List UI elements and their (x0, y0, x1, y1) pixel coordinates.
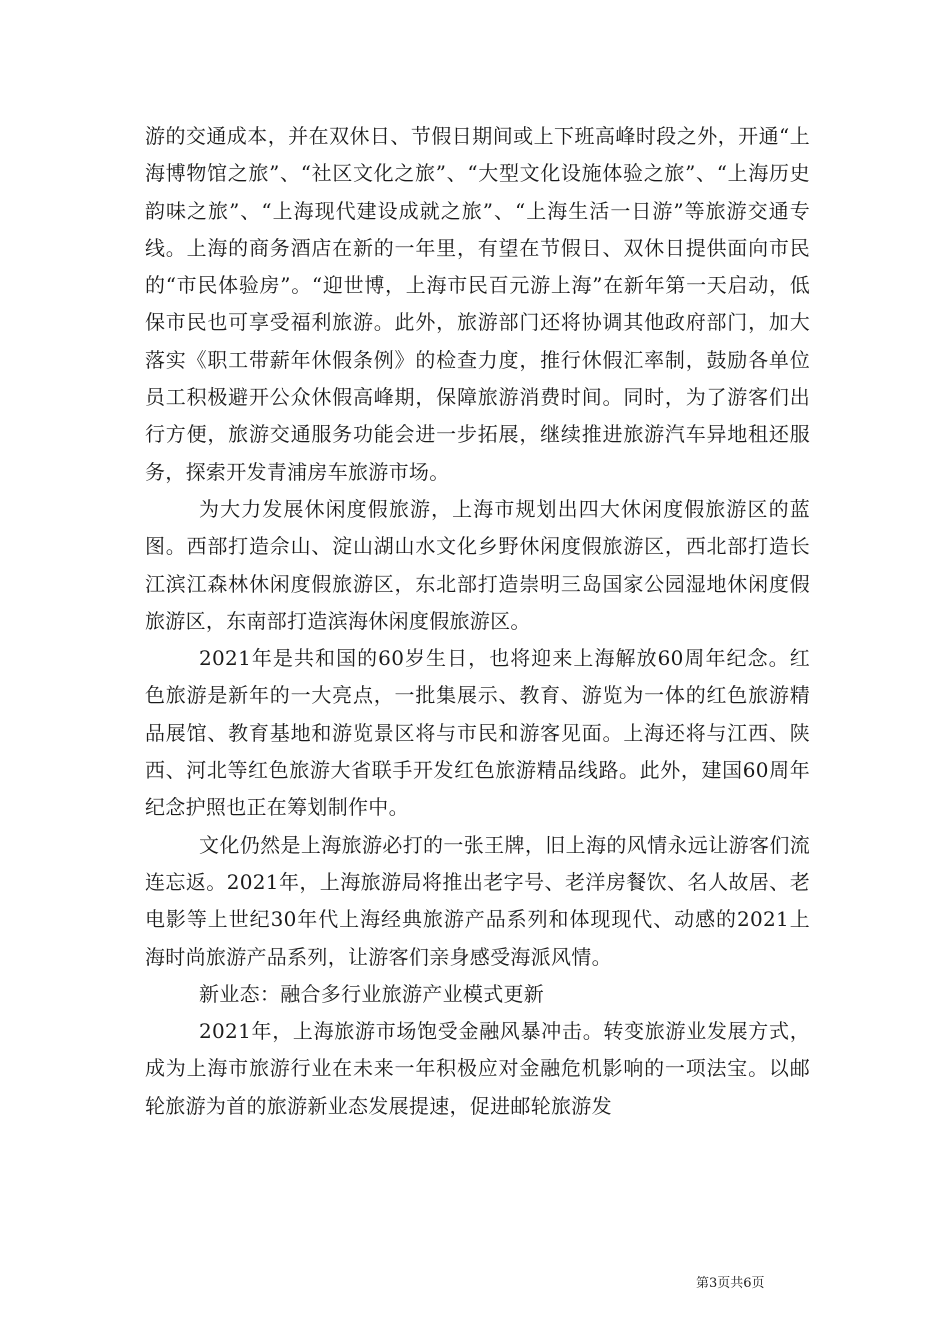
paragraph-leisure-zones: 为大力发展休闲度假旅游，上海市规划出四大休闲度假旅游区的蓝图。西部打造佘山、淀山湖山水文化乡野休闲度假旅游区，西北部打造长江滨江森林休闲度假旅游区，东北部打造崇明三岛国家公园湿地休闲度假旅游区，东南部打造滨海休闲度假旅游区。 (145, 496, 810, 633)
page-number-footer: 第3页共6页 (696, 1276, 765, 1291)
paragraph-transport-plans: 游的交通成本，并在双休日、节假日期间或上下班高峰时段之外，开通“上海博物馆之旅”、“社区文化之旅”、“大型文化设施体验之旅”、“上海历史韵味之旅”、“上海现代建设成就之旅”、“上海生活一日游”等旅游交通专线。上海的商务酒店在新的一年里，有望在节假日、双休日提供面向市民的“市民体验房”。“迎世博，上海市民百元游上海”在新年第一天启动，低保市民也可享受福利旅游。此外，旅游部门还将协调其他政府部门，加大落实《职工带薪年休假条例》的检查力度，推行休假汇率制，鼓励各单位员工积极避开公众休假高峰期，保障旅游消费时间。同时，为了游客们出行方便，旅游交通服务功能会进一步拓展，继续推进旅游汽车异地租还服务，探索开发青浦房车旅游市场。 (145, 124, 810, 484)
paragraph-culture-tourism: 文化仍然是上海旅游必打的一张王牌，旧上海的风情永远让游客们流连忘返。2021年，上海旅游局将推出老字号、老洋房餐饮、名人故居、老电影等上世纪30年代上海经典旅游产品系列和体现现代、动感的2021上海时尚旅游产品系列，让游客们亲身感受海派风情。 (145, 832, 810, 969)
document-body (145, 118, 810, 1125)
section-heading-new-business: 新业态：融合多行业旅游产业模式更新 (199, 981, 545, 1006)
paragraph-red-tourism: 2021年是共和国的60岁生日，也将迎来上海解放60周年纪念。红色旅游是新年的一大亮点，一批集展示、教育、游览为一体的红色旅游精品展馆、教育基地和游览景区将与市民和游客见面。上海还将与江西、陕西、河北等红色旅游大省联手开发红色旅游精品线路。此外，建国60周年纪念护照也正在筹划制作中。 (145, 646, 810, 820)
paragraph-cruise-tourism: 2021年，上海旅游市场饱受金融风暴冲击。转变旅游业发展方式，成为上海市旅游行业在未来一年积极应对金融危机影响的一项法宝。以邮轮旅游为首的旅游新业态发展提速，促进邮轮旅游发 (145, 1019, 810, 1118)
